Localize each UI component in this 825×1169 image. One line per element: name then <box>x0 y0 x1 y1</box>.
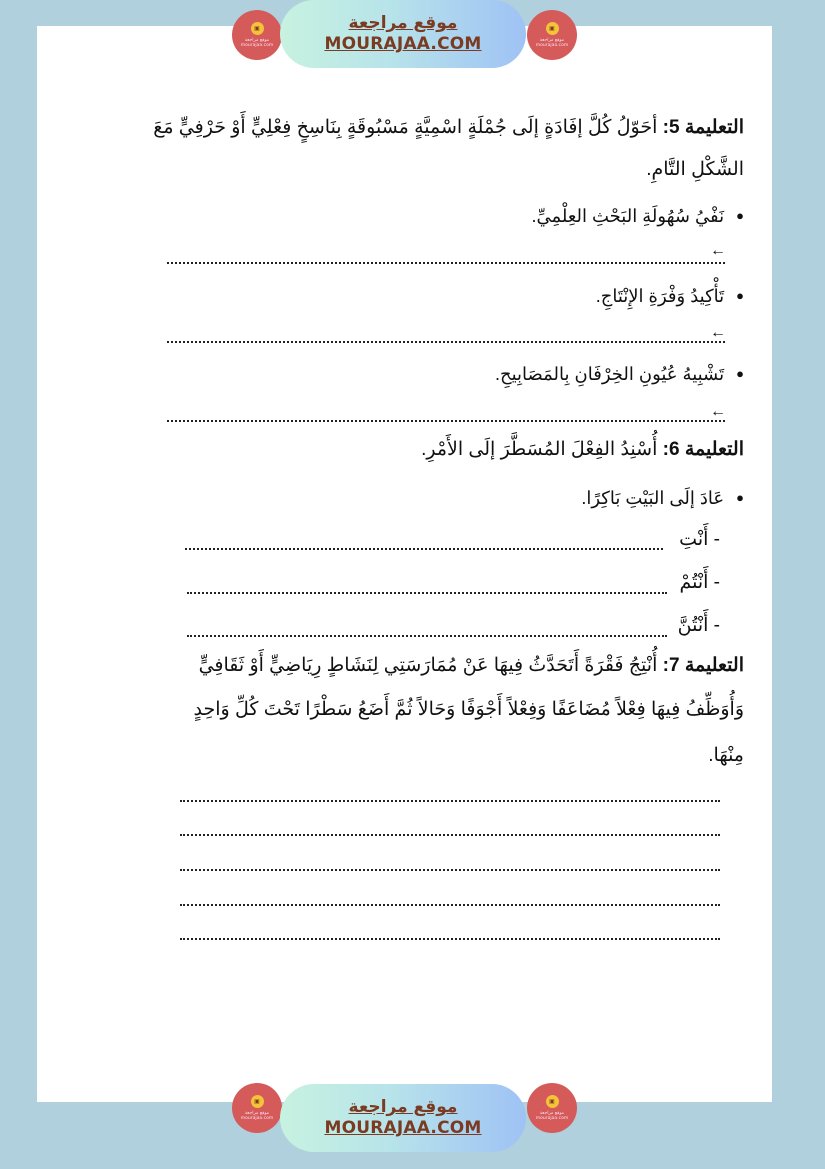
exercise7-instruction-line2: وَأُوَظِّفُ فِيهَا فِعْلاً مُضَاعَفًا وَفِعْلاً أَجْوَفًا وَحَالاً ثُمَّ أَضَعُ سَطْرًا تَحْتَ كُلِّ وَاحِدٍ <box>193 699 744 720</box>
site-banner-top[interactable] <box>280 0 526 68</box>
answer-line[interactable] <box>187 635 667 637</box>
arrow-left-icon: ← <box>710 403 726 420</box>
exercise5-item-2: ● تَأْكِيدُ وَفْرَةِ الإِنْتَاجِ. <box>596 286 744 307</box>
exercise5-item-1: ● نَفْيُ سُهُولَةِ البَحْثِ العِلْمِيِّ. <box>531 206 744 227</box>
site-badge-right-bottom[interactable]: ▣ موقع مراجعة mourajaa.com <box>527 1083 577 1133</box>
paragraph-answer-line[interactable] <box>180 800 720 802</box>
book-logo-icon: ▣ <box>546 1095 559 1108</box>
arrow-left-icon: ← <box>710 242 726 259</box>
site-badge-left-bottom[interactable]: ▣ موقع مراجعة mourajaa.com <box>232 1083 282 1133</box>
answer-line[interactable] <box>167 420 725 422</box>
site-banner-bottom[interactable] <box>280 1084 526 1152</box>
pronoun-anti: - أَنْتِ <box>679 529 720 550</box>
exercise5-instruction-line1: التعليمة 5: أحَوّلُ كُلَّ إفَادَةٍ إلَى جُمْلَةٍ اسْمِيَّةٍ مَسْبُوقَةٍ بِنَاسِخٍ فِعْلِيٍّ أَوْ حَرْفِيٍّ مَعَ <box>153 117 744 138</box>
banner-title-ar[interactable]: موقع مراجعة <box>348 1097 458 1117</box>
paragraph-answer-line[interactable] <box>180 869 720 871</box>
paragraph-answer-line[interactable] <box>180 834 720 836</box>
arrow-left-icon: ← <box>710 324 726 341</box>
answer-line[interactable] <box>167 341 725 343</box>
pronoun-antum: - أَنْتُمْ <box>679 572 720 593</box>
exercise7-instruction-line3: مِنْهَا. <box>708 745 744 766</box>
exercise5-instruction-line2: الشَّكْلِ التَّامِ. <box>646 159 744 180</box>
site-badge-left-top[interactable]: ▣ موقع مراجعة mourajaa.com <box>232 10 282 60</box>
answer-line[interactable] <box>167 262 725 264</box>
worksheet-page <box>37 26 772 1102</box>
banner-title-en[interactable]: MOURAJAA.COM <box>324 1118 482 1138</box>
paragraph-answer-line[interactable] <box>180 938 720 940</box>
exercise6-label: التعليمة 6: <box>662 439 744 460</box>
exercise6-sentence: ● عَادَ إلَى البَيْتِ بَاكِرًا. <box>581 488 744 509</box>
exercise5-label: التعليمة 5: <box>662 117 744 138</box>
banner-title-ar[interactable]: موقع مراجعة <box>348 13 458 33</box>
banner-title-en[interactable]: MOURAJAA.COM <box>324 34 482 54</box>
exercise7-instruction-line1: التعليمة 7: أُنْتِجُ فَقْرَةً أَتَحَدَّثُ فِيهَا عَنْ مُمَارَسَتِي لِنَشَاطٍ رِيَاضِيٍّ أَوْ ثَقَافِيٍّ <box>198 655 744 676</box>
paragraph-answer-line[interactable] <box>180 904 720 906</box>
site-badge-right-top[interactable]: ▣ موقع مراجعة mourajaa.com <box>527 10 577 60</box>
exercise5-item-3: ● تَشْبِيهُ عُيُونِ الخِرْفَانِ بِالمَصَابِيحِ. <box>495 364 744 385</box>
pronoun-antunna: - أَنْتُنَّ <box>677 615 720 636</box>
exercise6-instruction: التعليمة 6: أُسْنِدُ الفِعْلَ المُسَطَّرَ إلَى الأَمْرِ. <box>421 439 744 460</box>
answer-line[interactable] <box>187 592 667 594</box>
book-logo-icon: ▣ <box>251 22 264 35</box>
answer-line[interactable] <box>185 548 663 550</box>
book-logo-icon: ▣ <box>251 1095 264 1108</box>
exercise7-label: التعليمة 7: <box>662 655 744 676</box>
book-logo-icon: ▣ <box>546 22 559 35</box>
